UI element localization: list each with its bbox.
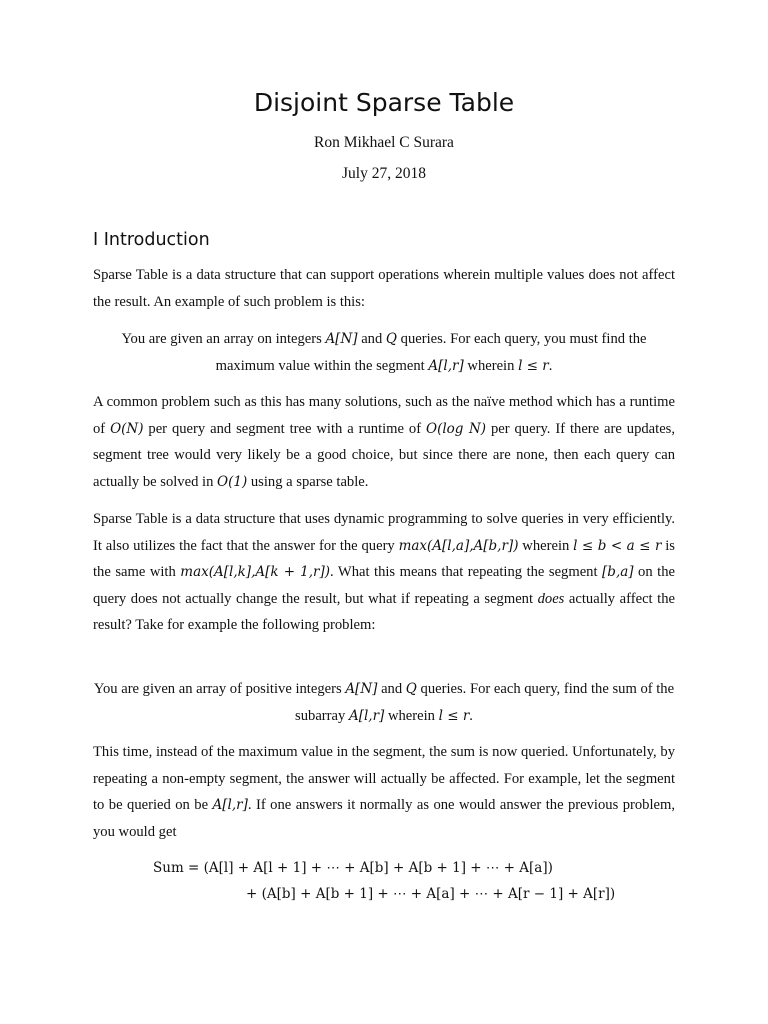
equation-line-2: + (A[b] + A[b + 1] + ⋯ + A[a] + ⋯ + A[r − 1] + A[r])	[246, 886, 616, 902]
paragraph-solutions: A common problem such as this has many solutions, such as the naïve method which has a runtime of O(N) per query and segment tree with a runtime of O(log N) per query. If there are updates, segment tree would very likely be a good choice, but since there are none, then each query can actually be solved in O(1) using a sparse table.	[93, 394, 676, 490]
emphasis-does: does	[537, 590, 565, 607]
math-inline: Q	[385, 331, 397, 347]
math-inline: O(N)	[110, 420, 144, 437]
math-inline: A[l,r]	[428, 357, 464, 374]
paragraph-sparse-table: Sparse Table is a data structure that uses dynamic programming to solve queries in very efficiently. It also utilizes the fact that the answer for the query max(A[l,a],A[b,r]) wherein l ≤ b < a ≤ r is the same with max(A[l,k],A[k + 1,r]). What this means that repeating the segment [b,a] on the query does not actually change the result, but what if repeating a segment does actually affect the result? Take for example the following problem:	[93, 511, 675, 634]
section-heading-introduction: I Introduction	[93, 230, 210, 250]
math-inline: A[N]	[325, 331, 358, 347]
paragraph-sum-problem: This time, instead of the maximum value in the segment, the sum is now queried. Unfortunately, by repeating a non-empty segment, the answer will actually be affected. For example, let the segment to be queried on be A[l,r]. If one answers it normally as one would answer the previous problem, you would get	[93, 744, 675, 840]
math-inline: max(A[l,a],A[b,r])	[398, 537, 519, 554]
math-inline: A[N]	[345, 681, 378, 697]
math-inline: O(log N)	[426, 420, 487, 437]
math-inline: [b,a]	[602, 564, 634, 581]
problem-statement-max: You are given an array on integers A[N] and Q queries. For each query, you must find the maximum value within the segment A[l,r] wherein l ≤ r.	[121, 331, 647, 374]
math-inline: l ≤ r	[438, 707, 470, 724]
document-title: Disjoint Sparse Table	[253, 88, 515, 117]
problem-statement-sum: You are given an array of positive integers A[N] and Q queries. For each query, find the sum of the subarray A[l,r] wherein l ≤ r.	[93, 681, 675, 724]
math-inline: O(1)	[217, 473, 248, 490]
author-name: Ron Mikhael C Surara	[314, 134, 454, 151]
math-inline: A[l,r]	[212, 797, 248, 814]
math-inline: l ≤ r	[518, 357, 549, 374]
paragraph-intro: Sparse Table is a data structure that can support operations wherein multiple values does not affect the result. An example of such problem is this:	[93, 267, 675, 310]
math-inline: max(A[l,k],A[k + 1,r])	[180, 564, 331, 581]
math-inline: A[l,r]	[348, 707, 385, 724]
math-inline: Q	[405, 681, 417, 697]
math-inline: l ≤ b < a ≤ r	[573, 537, 662, 554]
equation-line-1: Sum = (A[l] + A[l + 1] + ⋯ + A[b] + A[b + 1] + ⋯ + A[a])	[153, 860, 553, 876]
publication-date: July 27, 2018	[342, 165, 426, 182]
